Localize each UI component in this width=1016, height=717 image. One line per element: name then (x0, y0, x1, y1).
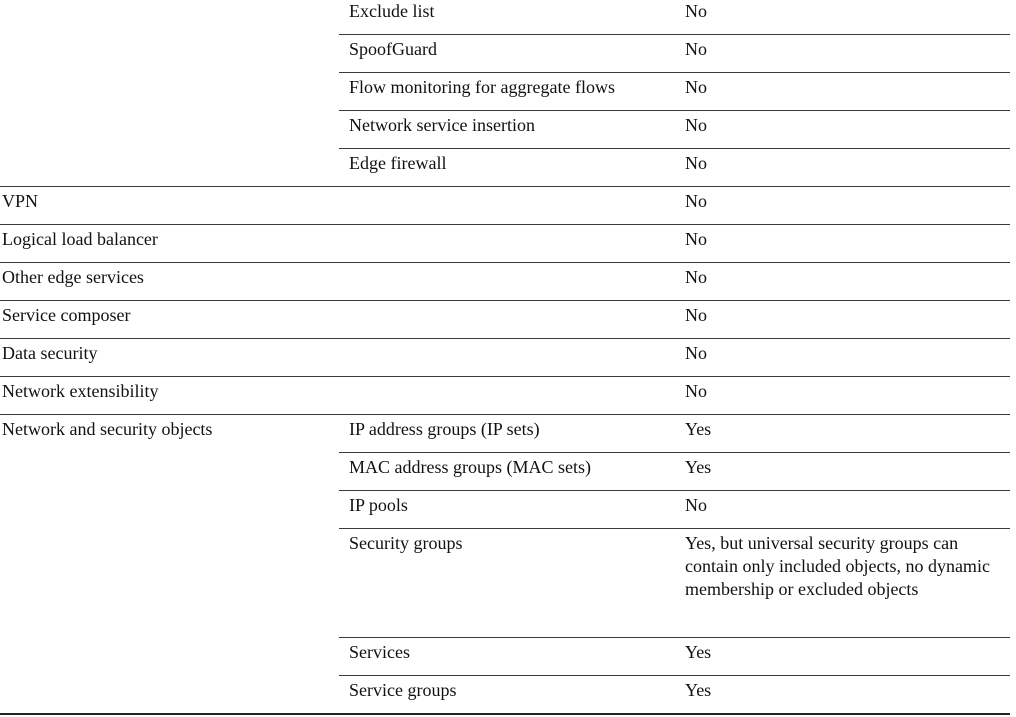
subfeature-cell: Services (349, 642, 410, 662)
table-row (0, 149, 1010, 187)
subfeature-cell (339, 377, 676, 415)
subfeature-cell (339, 263, 676, 301)
feature-cell: Service composer (2, 305, 131, 325)
table-row (0, 453, 1010, 491)
feature-cell: Network and security objects (2, 419, 213, 439)
supported-cell: No (685, 153, 707, 173)
feature-cell: Network extensibility (2, 381, 159, 401)
feature-cell: Logical load balancer (2, 229, 158, 249)
table-row (0, 187, 1010, 225)
feature-cell (0, 0, 339, 35)
feature-cell (0, 35, 339, 73)
feature-cell: VPN (2, 191, 39, 211)
feature-cell (0, 73, 339, 111)
feature-cell (0, 491, 339, 529)
supported-cell: Yes (685, 680, 712, 700)
supported-cell: No (685, 305, 707, 325)
feature-cell (0, 676, 339, 715)
supported-cell: No (685, 495, 707, 515)
table-row (0, 225, 1010, 263)
subfeature-cell: Flow monitoring for aggregate flows (349, 77, 615, 97)
table-row (0, 638, 1010, 676)
supported-cell: No (685, 343, 707, 363)
subfeature-cell (339, 225, 676, 263)
table-row (0, 415, 1010, 453)
supported-cell: Yes (685, 457, 712, 477)
feature-cell (0, 149, 339, 187)
table-row (0, 263, 1010, 301)
table-row (0, 529, 1010, 638)
table-row (0, 73, 1010, 111)
table-row (0, 35, 1010, 73)
feature-cell (0, 453, 339, 491)
supported-cell: No (685, 115, 707, 135)
supported-cell: No (685, 381, 707, 401)
supported-cell: No (685, 267, 707, 287)
subfeature-cell: IP pools (349, 495, 408, 515)
table-row (0, 491, 1010, 529)
subfeature-cell: MAC address groups (MAC sets) (349, 457, 591, 477)
feature-cell: Other edge services (2, 267, 144, 287)
supported-cell: No (685, 229, 707, 249)
feature-cell (0, 529, 339, 638)
supported-cell: Yes, but universal security groups can contain only included objects, no dynamic membership or excluded objects (685, 533, 995, 599)
table-row (0, 111, 1010, 149)
supported-cell: Yes (685, 642, 712, 662)
subfeature-cell: Exclude list (349, 1, 435, 21)
table-row (0, 339, 1010, 377)
table-row (0, 301, 1010, 339)
subfeature-cell: Security groups (349, 533, 463, 553)
supported-cell: No (685, 39, 707, 59)
feature-cell (0, 638, 339, 676)
subfeature-cell: Service groups (349, 680, 457, 700)
supported-cell: No (685, 77, 707, 97)
feature-cell (0, 111, 339, 149)
supported-cell: No (685, 191, 707, 211)
subfeature-cell (339, 187, 676, 225)
subfeature-cell: Edge firewall (349, 153, 447, 173)
subfeature-cell: Network service insertion (349, 115, 535, 135)
table-row (0, 676, 1010, 715)
subfeature-cell: IP address groups (IP sets) (349, 419, 540, 439)
feature-cell: Data security (2, 343, 98, 363)
subfeature-cell (339, 339, 676, 377)
table-bottom-rule (0, 713, 1010, 715)
supported-cell: No (685, 1, 707, 21)
subfeature-cell: SpoofGuard (349, 39, 437, 59)
supported-cell: Yes (685, 419, 712, 439)
subfeature-cell (339, 301, 676, 339)
table-row (0, 0, 1010, 35)
table-row (0, 377, 1010, 415)
